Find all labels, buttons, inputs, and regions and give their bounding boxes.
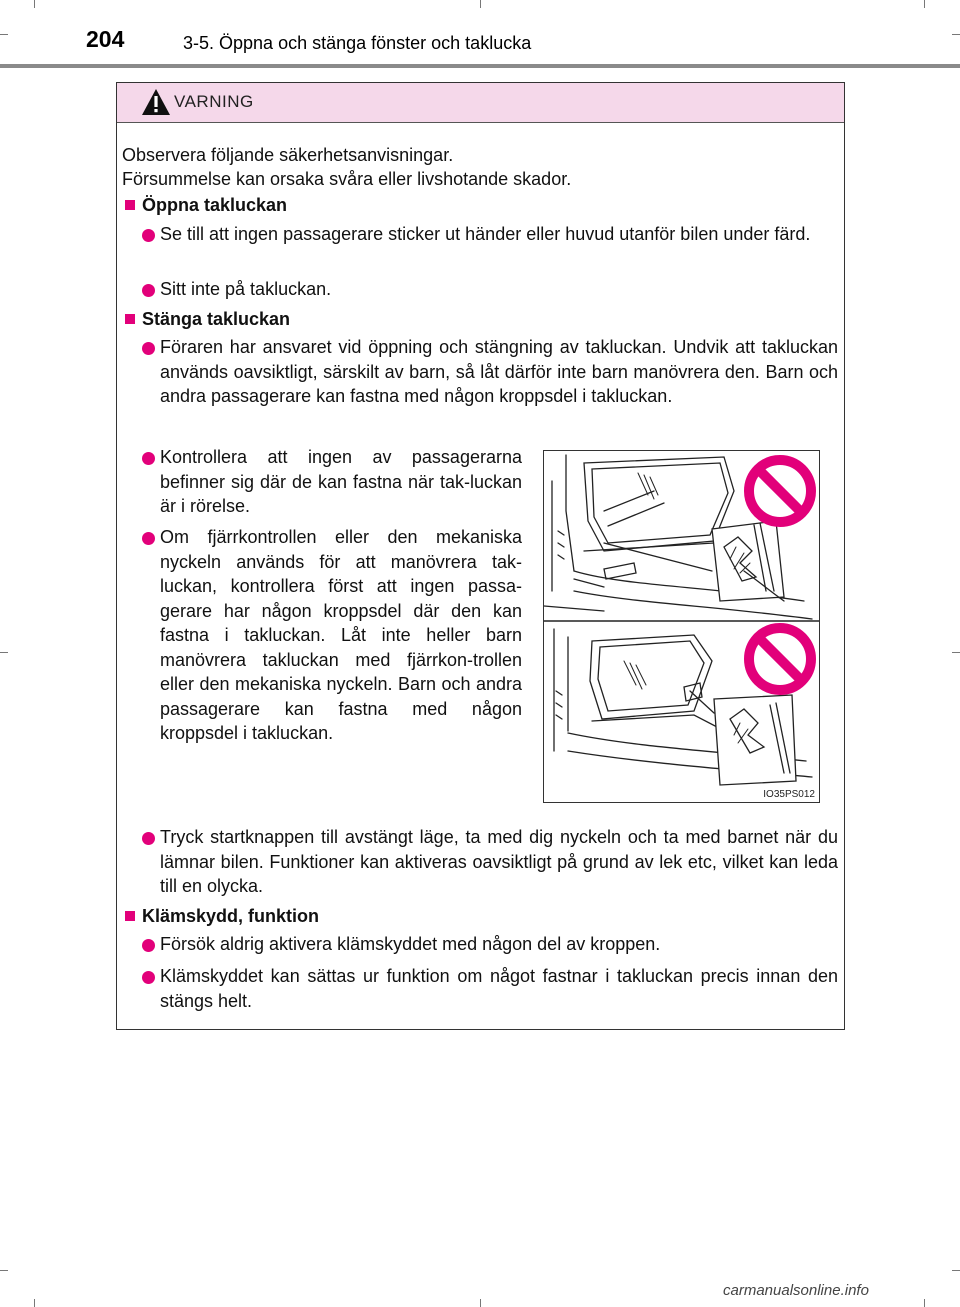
crop-mark xyxy=(952,1270,960,1271)
section-bullet-square xyxy=(125,200,135,210)
bullet-dot xyxy=(142,971,155,984)
crop-mark xyxy=(480,0,481,8)
warning-intro-2: Försummelse kan orsaka svåra eller livshotande skador. xyxy=(122,169,572,189)
illustration-code: IO35PS012 xyxy=(763,789,815,800)
section-bullet-square xyxy=(125,314,135,324)
crop-mark xyxy=(0,1270,8,1271)
section-title: 3-5. Öppna och stänga fönster och taklucka xyxy=(183,33,532,53)
section-heading-jam-protection: Klämskydd, funktion xyxy=(142,906,320,926)
bullet-dot xyxy=(142,939,155,952)
bullet-dot xyxy=(142,342,155,355)
watermark: carmanualsonline.info xyxy=(723,1282,869,1299)
crop-mark xyxy=(34,1299,35,1307)
bullet-dot xyxy=(142,452,155,465)
crop-mark xyxy=(0,34,8,35)
bullet-dot xyxy=(142,532,155,545)
sunroof-drawing xyxy=(544,451,819,802)
crop-mark xyxy=(924,1299,925,1307)
warning-intro-1: Observera följande säkerhetsanvisningar. xyxy=(122,145,454,165)
header-rule xyxy=(0,64,960,68)
bullet-dot xyxy=(142,229,155,242)
sunroof-illustration xyxy=(543,450,820,803)
list-item: Tryck startknappen till avstängt läge, ta med dig nyckeln och ta med barnet när du lämnar bilen. Funktioner kan aktiveras oavsiktligt på grund av lek etc, vilket kan leda till en olycka. xyxy=(160,827,838,896)
crop-mark xyxy=(34,0,35,8)
list-item: Kontrollera att ingen av passagerarna befinner sig där de kan fastna när tak-luckan är i rörelse. xyxy=(160,447,522,516)
bullet-dot xyxy=(142,832,155,845)
list-item: Om fjärrkontrollen eller den mekaniska nyckeln används för att manövrera tak-luckan, kontrollera först att ingen passa-gerare har någon kroppsdel där den kan fastna i takluckan. Låt inte heller barn manövrera takluckan med fjärrkon-trollen eller den mekaniska nyckeln. Barn och andra passagerare kan fastna med någon kroppsdel i takluckan. xyxy=(160,527,522,743)
section-heading-open: Öppna takluckan xyxy=(142,195,288,215)
warning-triangle-icon xyxy=(141,88,171,116)
crop-mark xyxy=(480,1299,481,1307)
prohibition-icon xyxy=(749,628,811,690)
warning-label: VARNING xyxy=(174,92,254,111)
section-heading-close: Stänga takluckan xyxy=(142,309,291,329)
list-item: Föraren har ansvaret vid öppning och stängning av takluckan. Undvik att takluckan används oavsiktligt, särskilt av barn, så låt därför inte barn manövrera den. Barn och andra passagerare kan fastna med någon kroppsdel i takluckan. xyxy=(160,337,838,406)
crop-mark xyxy=(952,652,960,653)
section-bullet-square xyxy=(125,911,135,921)
page-number: 204 xyxy=(86,26,125,52)
crop-mark xyxy=(924,0,925,8)
crop-mark xyxy=(0,652,8,653)
warning-header xyxy=(117,83,844,123)
list-item: Se till att ingen passagerare sticker ut händer eller huvud utanför bilen under färd. xyxy=(160,224,811,244)
list-item: Klämskyddet kan sättas ur funktion om något fastnar i takluckan precis innan den stängs helt. xyxy=(160,966,838,1011)
prohibition-icon xyxy=(749,460,811,522)
bullet-dot xyxy=(142,284,155,297)
list-item: Sitt inte på takluckan. xyxy=(160,279,332,299)
crop-mark xyxy=(952,34,960,35)
list-item: Försök aldrig aktivera klämskyddet med någon del av kroppen. xyxy=(160,934,661,954)
